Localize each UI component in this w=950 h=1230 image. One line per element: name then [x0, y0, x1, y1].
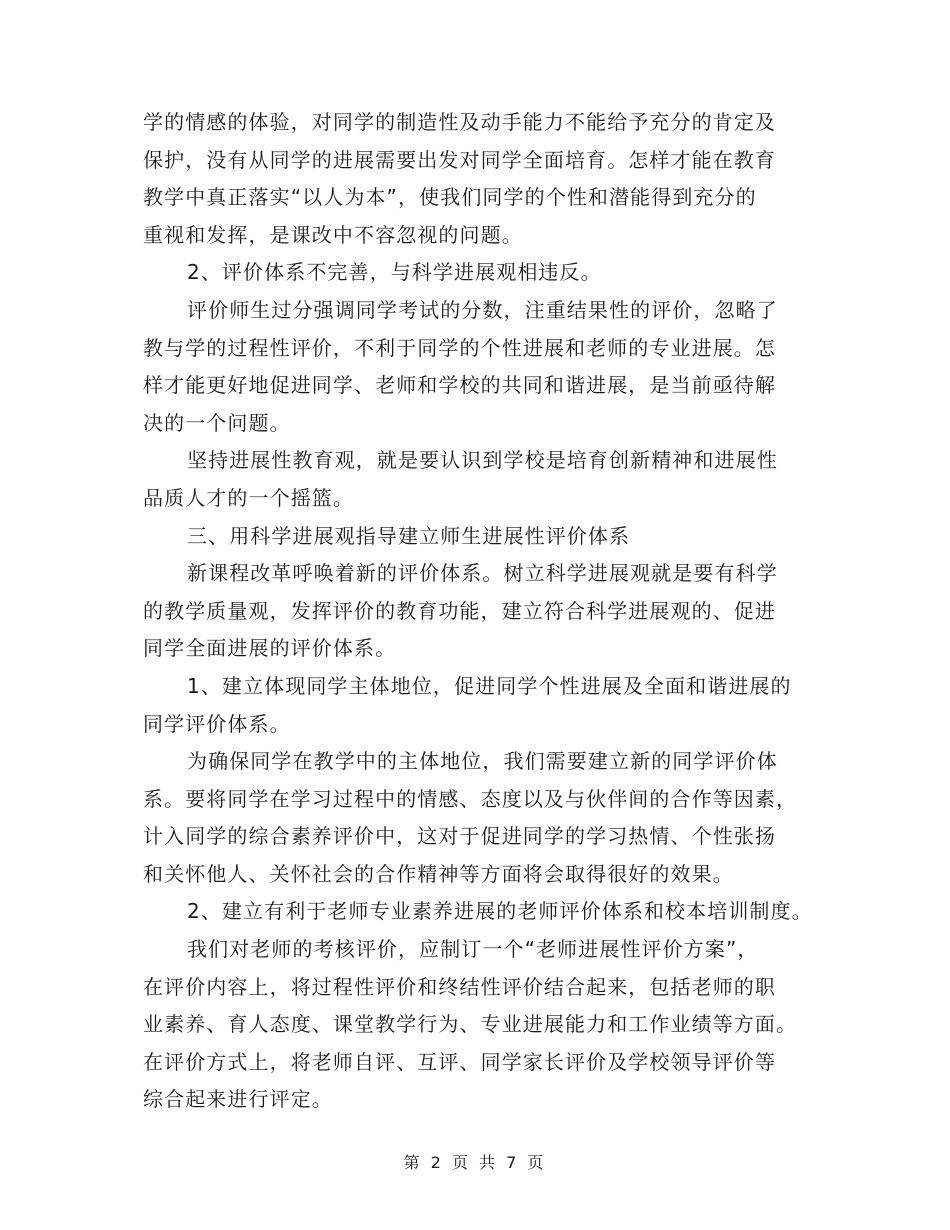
text-line: 坚持进展性教育观，就是要认识到学校是培育创新精神和进展性	[187, 448, 778, 473]
text-line: 教与学的过程性评价，不利于同学的个性进展和老师的专业进展。怎	[143, 335, 776, 360]
text-line: 保护，没有从同学的进展需要出发对同学全面培育。怎样才能在教育	[143, 147, 776, 172]
text-line: 决的一个问题。	[143, 410, 291, 435]
text-line: 1、建立体现同学主体地位，促进同学个性进展及全面和谐进展的	[187, 673, 792, 698]
text-line: 业素养、育人态度、课堂教学行为、专业进展能力和工作业绩等方面。	[143, 1012, 798, 1037]
text-line: 教学中真正落实“以人为本”，使我们同学的个性和潜能得到充分的	[143, 185, 757, 210]
page-number-footer: 第 2 页 共 7 页	[403, 1153, 547, 1172]
text-line: 样才能更好地促进同学、老师和学校的共同和谐进展，是当前亟待解	[143, 373, 776, 398]
text-line: 和关怀他人、关怀社会的合作精神等方面将会取得很好的效果。	[143, 861, 734, 886]
text-line: 学的情感的体验，对同学的制造性及动手能力不能给予充分的肯定及	[143, 110, 776, 134]
text-line: 2、建立有利于老师专业素养进展的老师评价体系和校本培训制度。	[187, 899, 813, 924]
text-line: 综合起来进行评定。	[143, 1087, 333, 1112]
text-line: 三、用科学进展观指导建立师生进展性评价体系	[187, 523, 631, 548]
text-line: 品质人才的一个摇篮。	[143, 485, 354, 510]
text-line: 在评价方式上，将老师自评、互评、同学家长评价及学校领导评价等	[143, 1049, 776, 1074]
text-line: 系。要将同学在学习过程中的情感、态度以及与伙伴间的合作等因素，	[143, 786, 798, 811]
text-line: 评价师生过分强调同学考试的分数，注重结果性的评价，忽略了	[187, 297, 778, 322]
text-line: 同学全面进展的评价体系。	[143, 636, 397, 661]
text-line: 在评价内容上，将过程性评价和终结性评价结合起来，包括老师的职	[143, 974, 776, 999]
text-line: 同学评价体系。	[143, 711, 291, 736]
document-body	[143, 104, 823, 1119]
text-line: 我们对老师的考核评价，应制订一个“老师进展性评价方案”，	[187, 937, 759, 962]
text-line: 计入同学的综合素养评价中，这对于促进同学的学习热情、个性张扬	[143, 824, 776, 849]
text-line: 2、评价体系不完善，与科学进展观相违反。	[187, 260, 602, 285]
text-line: 重视和发挥，是课改中不容忽视的问题。	[143, 222, 523, 247]
text-line: 为确保同学在教学中的主体地位，我们需要建立新的同学评价体	[187, 749, 778, 774]
text-line: 新课程改革呼唤着新的评价体系。树立科学进展观就是要有科学	[187, 561, 778, 586]
text-line: 的教学质量观，发挥评价的教育功能，建立符合科学进展观的、促进	[143, 598, 776, 623]
